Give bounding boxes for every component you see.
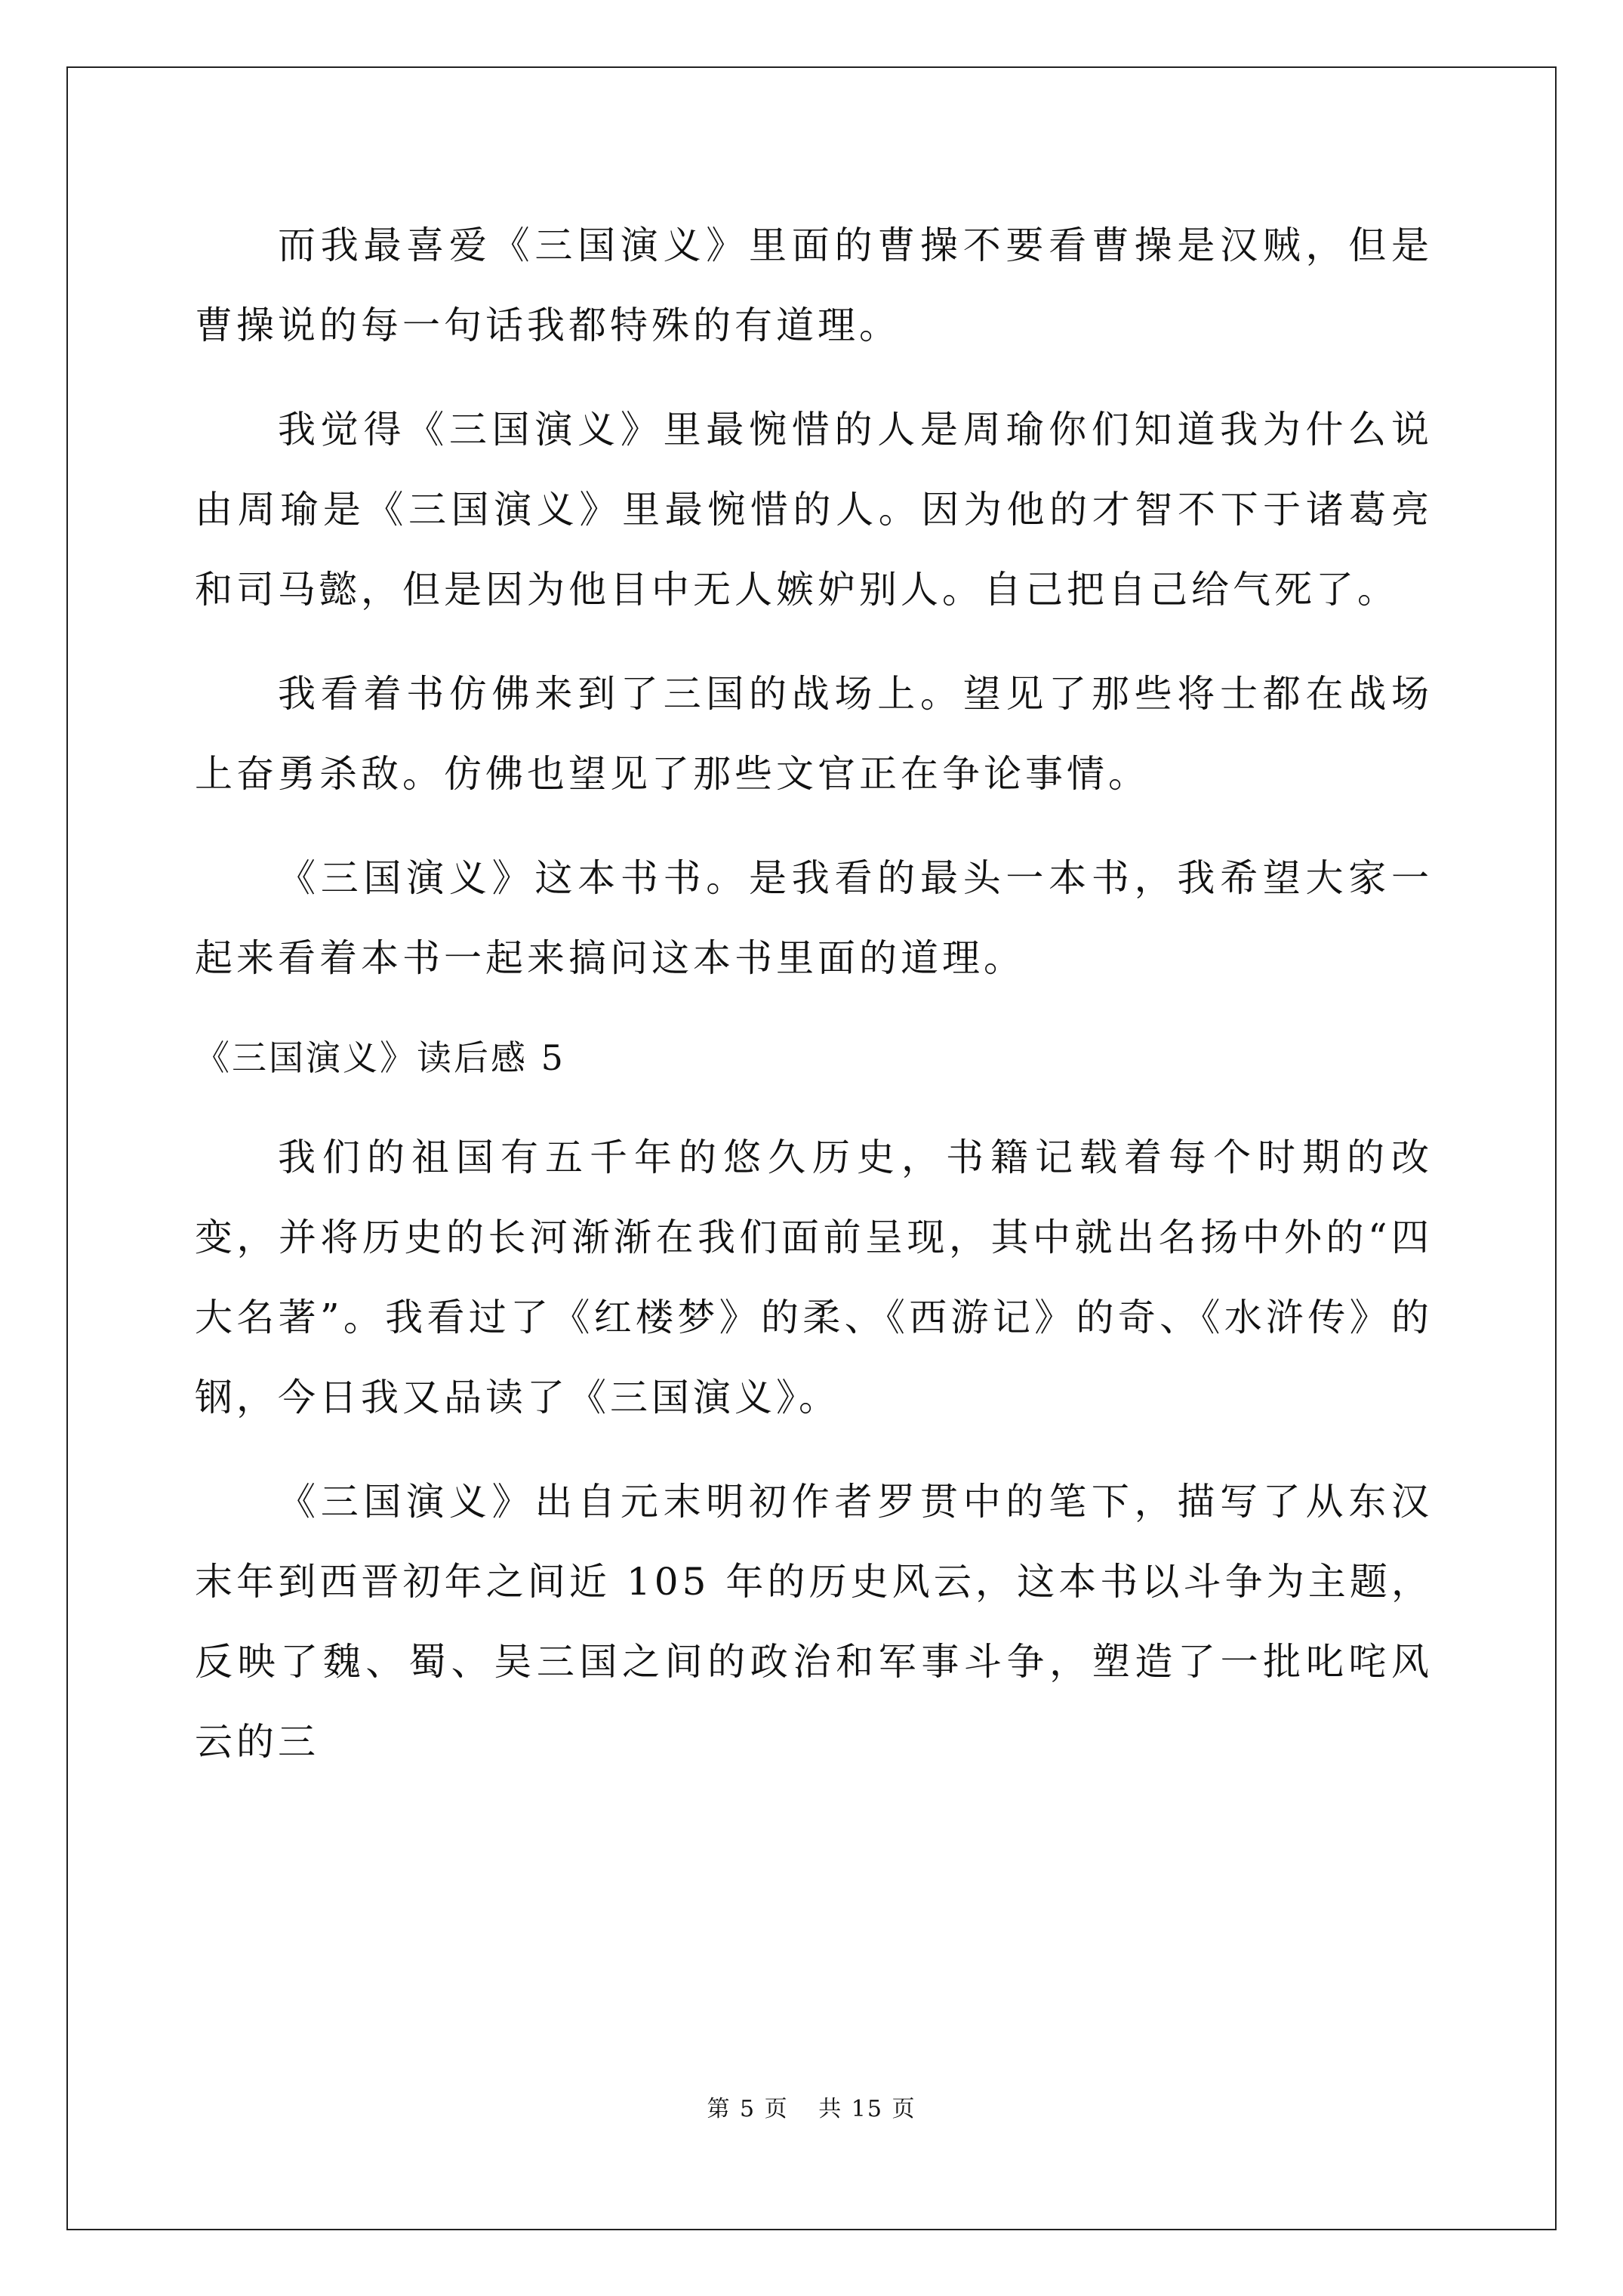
paragraph: 而我最喜爱《三国演义》里面的曹操不要看曹操是汉贼，但是曹操说的每一句话我都特殊的有道理。: [195, 223, 1433, 347]
paragraph: 《三国演义》这本书书。是我看的最头一本书，我希望大家一起来看着本书一起来搞问这本书里面的道理。: [195, 856, 1433, 980]
page-number: 第 5 页: [707, 2096, 789, 2122]
paragraph: 我觉得《三国演义》里最惋惜的人是周瑜你们知道我为什么说由周瑜是《三国演义》里最惋惜的人。因为他的才智不下于诸葛亮和司马懿，但是因为他目中无人嫉妒别人。自己把自己给气死了。: [195, 408, 1433, 612]
page-footer: [0, 2090, 1623, 2123]
document-body: [195, 205, 1433, 1782]
paragraph: 我看着书仿佛来到了三国的战场上。望见了那些将士都在战场上奋勇杀敌。仿佛也望见了那些文官正在争论事情。: [195, 672, 1433, 796]
paragraph: 我们的祖国有五千年的悠久历史，书籍记载着每个时期的改变，并将历史的长河渐渐在我们面前呈现，其中就出名扬中外的“四大名著”。我看过了《红楼梦》的柔、《西游记》的奇、《水浒传》的钢，今日我又品读了《三国演义》。: [195, 1136, 1433, 1419]
paragraph: 《三国演义》出自元末明初作者罗贯中的笔下，描写了从东汉末年到西晋初年之间近 105 年的历史风云，这本书以斗争为主题，反映了魏、蜀、吴三国之间的政治和军事斗争，塑造了一批叱咤风云的三: [195, 1480, 1433, 1764]
page-total: 共 15 页: [818, 2096, 916, 2122]
section-title: 《三国演义》读后感 5: [195, 1037, 565, 1078]
